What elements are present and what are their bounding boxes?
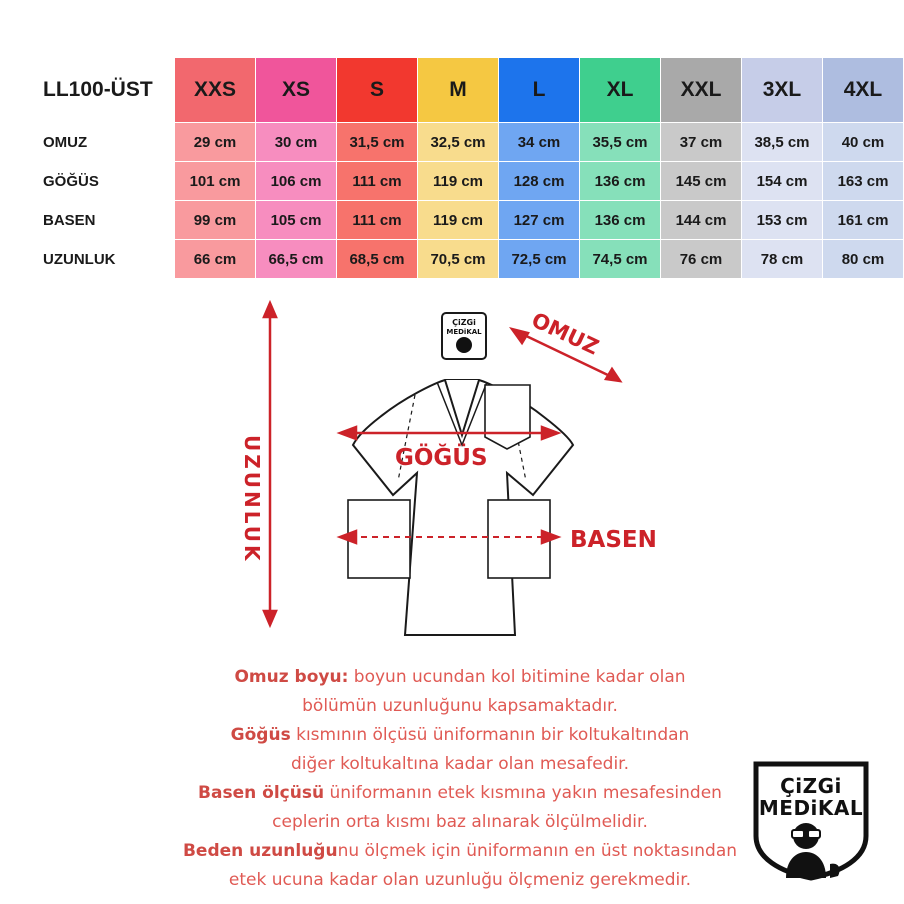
garment-svg (230, 285, 680, 655)
cell-uzunluk-xl: 74,5 cm (580, 240, 661, 279)
cell-gogus-m: 119 cm (418, 162, 499, 201)
description-line-1-rest: boyun ucundan kol bitimine kadar olan (348, 667, 686, 687)
cell-basen-xxs: 99 cm (175, 201, 256, 240)
cell-omuz-4xl: 40 cm (823, 123, 904, 162)
size-header-xs: XS (256, 58, 337, 123)
cell-omuz-l: 34 cm (499, 123, 580, 162)
cell-omuz-m: 32,5 cm (418, 123, 499, 162)
cell-gogus-3xl: 154 cm (742, 162, 823, 201)
cell-gogus-l: 128 cm (499, 162, 580, 201)
cell-uzunluk-xs: 66,5 cm (256, 240, 337, 279)
cell-uzunluk-m: 70,5 cm (418, 240, 499, 279)
cell-gogus-xs: 106 cm (256, 162, 337, 201)
description-line-7-rest: nu ölçmek için üniformanın en üst noktasından (337, 841, 738, 861)
row-label-uzunluk: UZUNLUK (33, 240, 175, 279)
description-term-gogus: Göğüs (230, 725, 291, 745)
table-corner-label: LL100-ÜST (33, 58, 175, 123)
description-line-2: bölümün uzunluğunu kapsamaktadır. (302, 696, 618, 716)
cell-uzunluk-4xl: 80 cm (823, 240, 904, 279)
label-gogus: GÖĞÜS (395, 445, 488, 471)
table-row (33, 123, 904, 162)
cell-omuz-xxs: 29 cm (175, 123, 256, 162)
logo-text-line1: ÇiZGi (780, 774, 842, 798)
description-term-uzunluk: Beden uzunluğu (182, 841, 338, 861)
cell-omuz-xl: 35,5 cm (580, 123, 661, 162)
cell-gogus-4xl: 163 cm (823, 162, 904, 201)
size-header-4xl: 4XL (823, 58, 904, 123)
size-chart-table-container (32, 57, 889, 279)
size-header-m: M (418, 58, 499, 123)
description-line-8: etek ucuna kadar olan uzunluğu ölçmeniz gerekmedir. (228, 870, 692, 890)
size-header-l: L (499, 58, 580, 123)
cell-basen-l: 127 cm (499, 201, 580, 240)
size-header-xxs: XXS (175, 58, 256, 123)
size-header-xl: XL (580, 58, 661, 123)
description-line-1 (120, 665, 800, 690)
table-row (33, 240, 904, 279)
garment-measurement-diagram (230, 285, 680, 655)
description-line-7 (120, 839, 800, 864)
label-basen: BASEN (570, 527, 657, 553)
cell-omuz-s: 31,5 cm (337, 123, 418, 162)
cell-gogus-xxs: 101 cm (175, 162, 256, 201)
cell-gogus-s: 111 cm (337, 162, 418, 201)
description-line-6: ceplerin orta kısmı baz alınarak ölçülmelidir. (272, 812, 648, 832)
description-line-4: diğer koltukaltına kadar olan mesafedir. (291, 754, 629, 774)
logo-badge-shield (746, 752, 876, 882)
logo-text-line2: MEDiKAL (758, 796, 864, 820)
description-line-3 (120, 723, 800, 748)
garment-pocket-right (488, 500, 550, 578)
garment-tag-line2: MEDiKAL (446, 328, 482, 336)
cell-uzunluk-xxs: 66 cm (175, 240, 256, 279)
cell-basen-3xl: 153 cm (742, 201, 823, 240)
table-row (33, 162, 904, 201)
garment-pocket-left (348, 500, 410, 578)
cell-omuz-3xl: 38,5 cm (742, 123, 823, 162)
cell-basen-4xl: 161 cm (823, 201, 904, 240)
description-term-omuz: Omuz boyu: (234, 667, 349, 687)
size-header-s: S (337, 58, 418, 123)
cell-uzunluk-3xl: 78 cm (742, 240, 823, 279)
cell-uzunluk-s: 68,5 cm (337, 240, 418, 279)
description-line-5-rest: üniformanın etek kısmına yakın mesafesinden (324, 783, 722, 803)
cell-uzunluk-xxl: 76 cm (661, 240, 742, 279)
cell-basen-s: 111 cm (337, 201, 418, 240)
cell-gogus-xl: 136 cm (580, 162, 661, 201)
label-omuz: OMUZ (527, 307, 603, 360)
row-label-gogus: GÖĞÜS (33, 162, 175, 201)
cell-uzunluk-l: 72,5 cm (499, 240, 580, 279)
description-term-basen: Basen ölçüsü (198, 783, 325, 803)
cell-basen-xs: 105 cm (256, 201, 337, 240)
cell-omuz-xxl: 37 cm (661, 123, 742, 162)
size-chart-table (32, 57, 904, 279)
description-line-3-rest: kısmının ölçüsü üniformanın bir koltukaltından (290, 725, 690, 745)
label-uzunluk: UZUNLUK (240, 435, 264, 564)
cell-basen-xxl: 144 cm (661, 201, 742, 240)
cell-omuz-xs: 30 cm (256, 123, 337, 162)
measurement-description (120, 665, 800, 897)
table-header-row (33, 58, 904, 123)
row-label-basen: BASEN (33, 201, 175, 240)
description-line-5 (120, 781, 800, 806)
table-row (33, 201, 904, 240)
garment-chest-pocket (485, 385, 530, 449)
row-label-omuz: OMUZ (33, 123, 175, 162)
garment-brand-tag (442, 313, 486, 359)
cell-gogus-xxl: 145 cm (661, 162, 742, 201)
brand-logo (746, 752, 876, 882)
cell-basen-m: 119 cm (418, 201, 499, 240)
cell-basen-xl: 136 cm (580, 201, 661, 240)
garment-tag-line1: ÇiZGi (452, 318, 476, 327)
size-header-3xl: 3XL (742, 58, 823, 123)
size-header-xxl: XXL (661, 58, 742, 123)
